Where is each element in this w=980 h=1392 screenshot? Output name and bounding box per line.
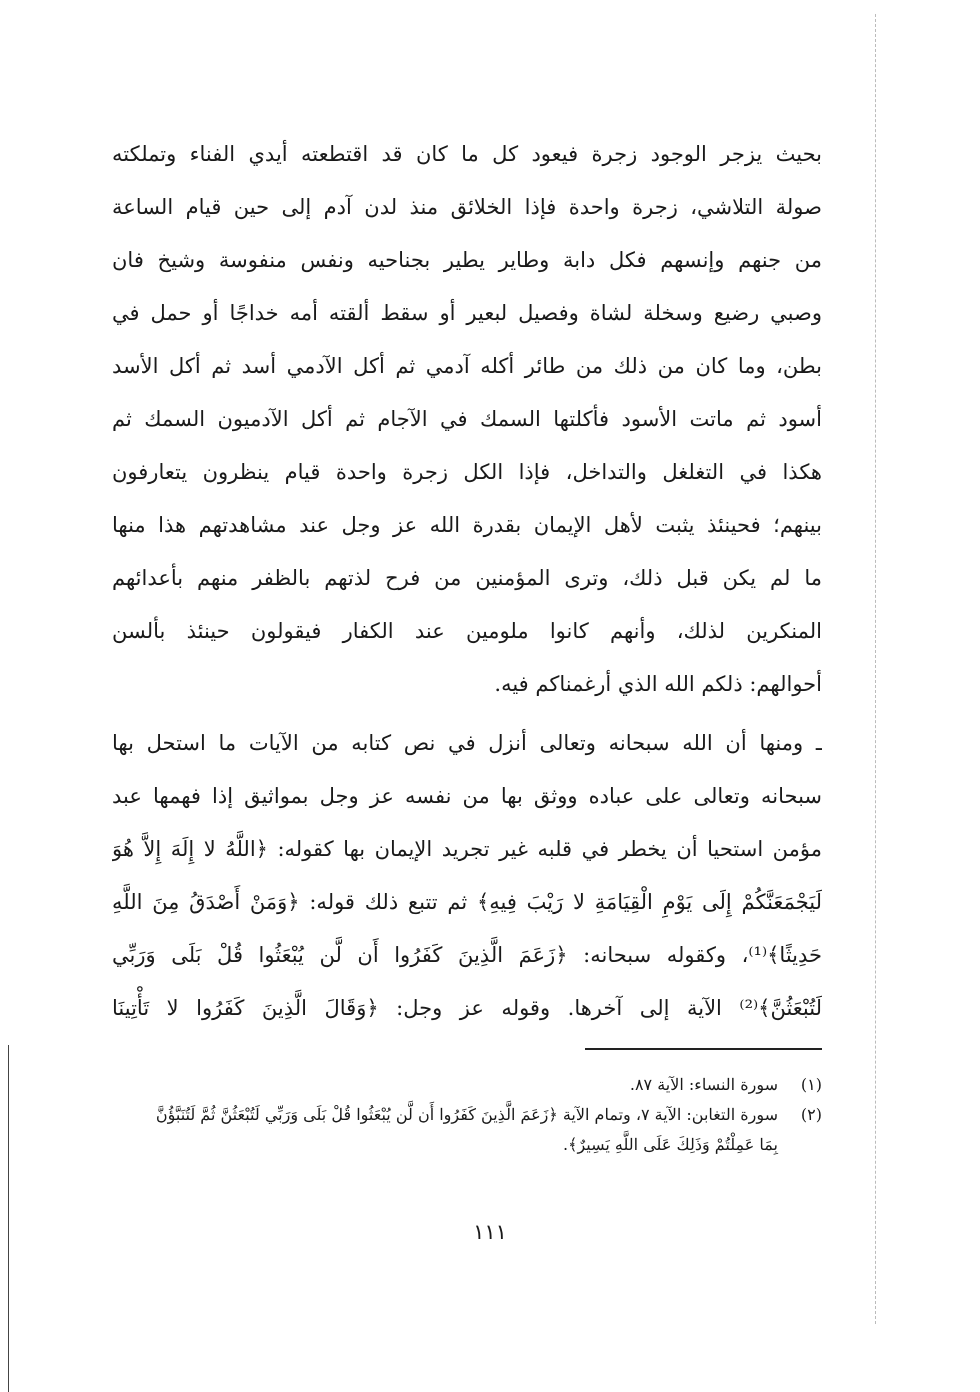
footnote-separator bbox=[585, 1048, 822, 1050]
footnote-text: سورة التغابن: الآية ٧، وتمام الآية ﴿زَعَمَ الَّذِينَ كَفَرُوا أَن لَّن يُبْعَثُوا قُلْ بَلَى وَرَبِّي لَتُبْعَثُنَّ ثُمَّ لَتُنَبَّؤُنَّ bbox=[155, 1105, 778, 1124]
paragraph-2 bbox=[112, 717, 822, 1035]
footnote-text: سورة النساء: الآية ٨٧. bbox=[629, 1075, 778, 1094]
text-line: بحيث يزجر الوجود زجرة فيعود كل ما كان قد اقتطعته أيدي الفناء وتملكته bbox=[112, 142, 822, 166]
page-number: ١١١ bbox=[473, 1220, 507, 1244]
text-line: من جنهم وإنسهم فكل دابة وطاير يطير بجناحيه ونفس منفوسة وشيخ فان bbox=[112, 248, 822, 272]
text-line: حَدِيثًا﴾⁽¹⁾، وكقوله سبحانه: ﴿زَعَمَ الَّذِينَ كَفَرُوا أَن لَّن يُبْعَثُوا قُلْ بَلَى وَرَبِّي bbox=[112, 943, 822, 967]
text-line: بطن، وما كان من ذلك من طائر أكله آدمي ثم أكل الآدمي أسد ثم أكل الأسد bbox=[112, 354, 822, 378]
scan-edge-vertical-line bbox=[8, 1045, 9, 1392]
text-line: ما لم يكن قبل ذلك، وترى المؤمنين من فرح لذتهم بالظفر منهم بأعدائهم bbox=[112, 566, 822, 590]
text-line: ـ ومنها أن الله سبحانه وتعالى أنزل في نص كتابه من الآيات ما استحل بها bbox=[112, 731, 822, 755]
text-line: بينهم؛ فحينئذ يثبت لأهل الإيمان بقدرة الله عز وجل عند مشاهدتهم هذا منها bbox=[112, 513, 822, 537]
footnote-number: (٢) bbox=[800, 1105, 822, 1124]
text-line: لَتُبْعَثُنَّ﴾⁽²⁾ الآية إلى آخرها. وقوله عز وجل: ﴿وَقَالَ الَّذِينَ كَفَرُوا لا تَأْتِينَا bbox=[112, 996, 822, 1020]
text-line: صولة التلاشي، زجرة واحدة فإذا الخلائق منذ لدن آدم إلى حين قيام الساعة bbox=[112, 195, 822, 219]
text-line: المنكرين لذلك، وأنهم كانوا ملومين عند الكفار فيقولون حينئذ بألسن bbox=[112, 619, 822, 643]
text-line: هكذا في التغلغل والتداخل، فإذا الكل زجرة واحدة قيام ينظرون يتعارفون bbox=[112, 460, 822, 484]
scan-edge-dashed-line bbox=[875, 14, 876, 1324]
text-line: أحوالهم: ذلكم الله الذي أرغمناكم فيه. bbox=[494, 672, 822, 696]
footnote-2 bbox=[112, 1100, 822, 1130]
text-line: لَيَجْمَعَنَّكُمْ إِلَى يَوْمِ الْقِيَامَةِ لا رَيْبَ فِيهِ﴾ ثم تتبع ذلك قوله: ﴿وَمَنْ أَصْدَقُ مِنَ اللَّهِ bbox=[112, 890, 822, 914]
paragraph-1 bbox=[112, 128, 822, 711]
text-line: مؤمن استحيا أن يخطر في قلبه غير تجريد الإيمان بها كقوله: ﴿اللَّهُ لا إِلَهَ إِلاَّ هُوَ bbox=[112, 837, 822, 861]
footnote-number: (١) bbox=[800, 1075, 822, 1094]
footnotes bbox=[112, 1070, 822, 1160]
text-line: وصبي رضيع وسخلة لشاة وفصيل لبعير أو سقط ألقته أمه خداجًا أو حمل في bbox=[112, 301, 822, 325]
main-text bbox=[112, 128, 822, 1035]
text-line: أسود ثم ماتت الأسود فأكلتها السمك في الآجام ثم أكل الآدميون السمك ثم bbox=[112, 407, 822, 431]
text-line: سبحانه وتعالى على عباده ووثق بها من نفسه عز وجل بمواثيق إذا فهمها عبد bbox=[112, 784, 822, 808]
footnote-1 bbox=[112, 1070, 822, 1100]
footnote-continuation: بِمَا عَمِلْتُمْ وَذَلِكَ عَلَى اللَّهِ يَسِيرٌ﴾. bbox=[562, 1135, 778, 1154]
